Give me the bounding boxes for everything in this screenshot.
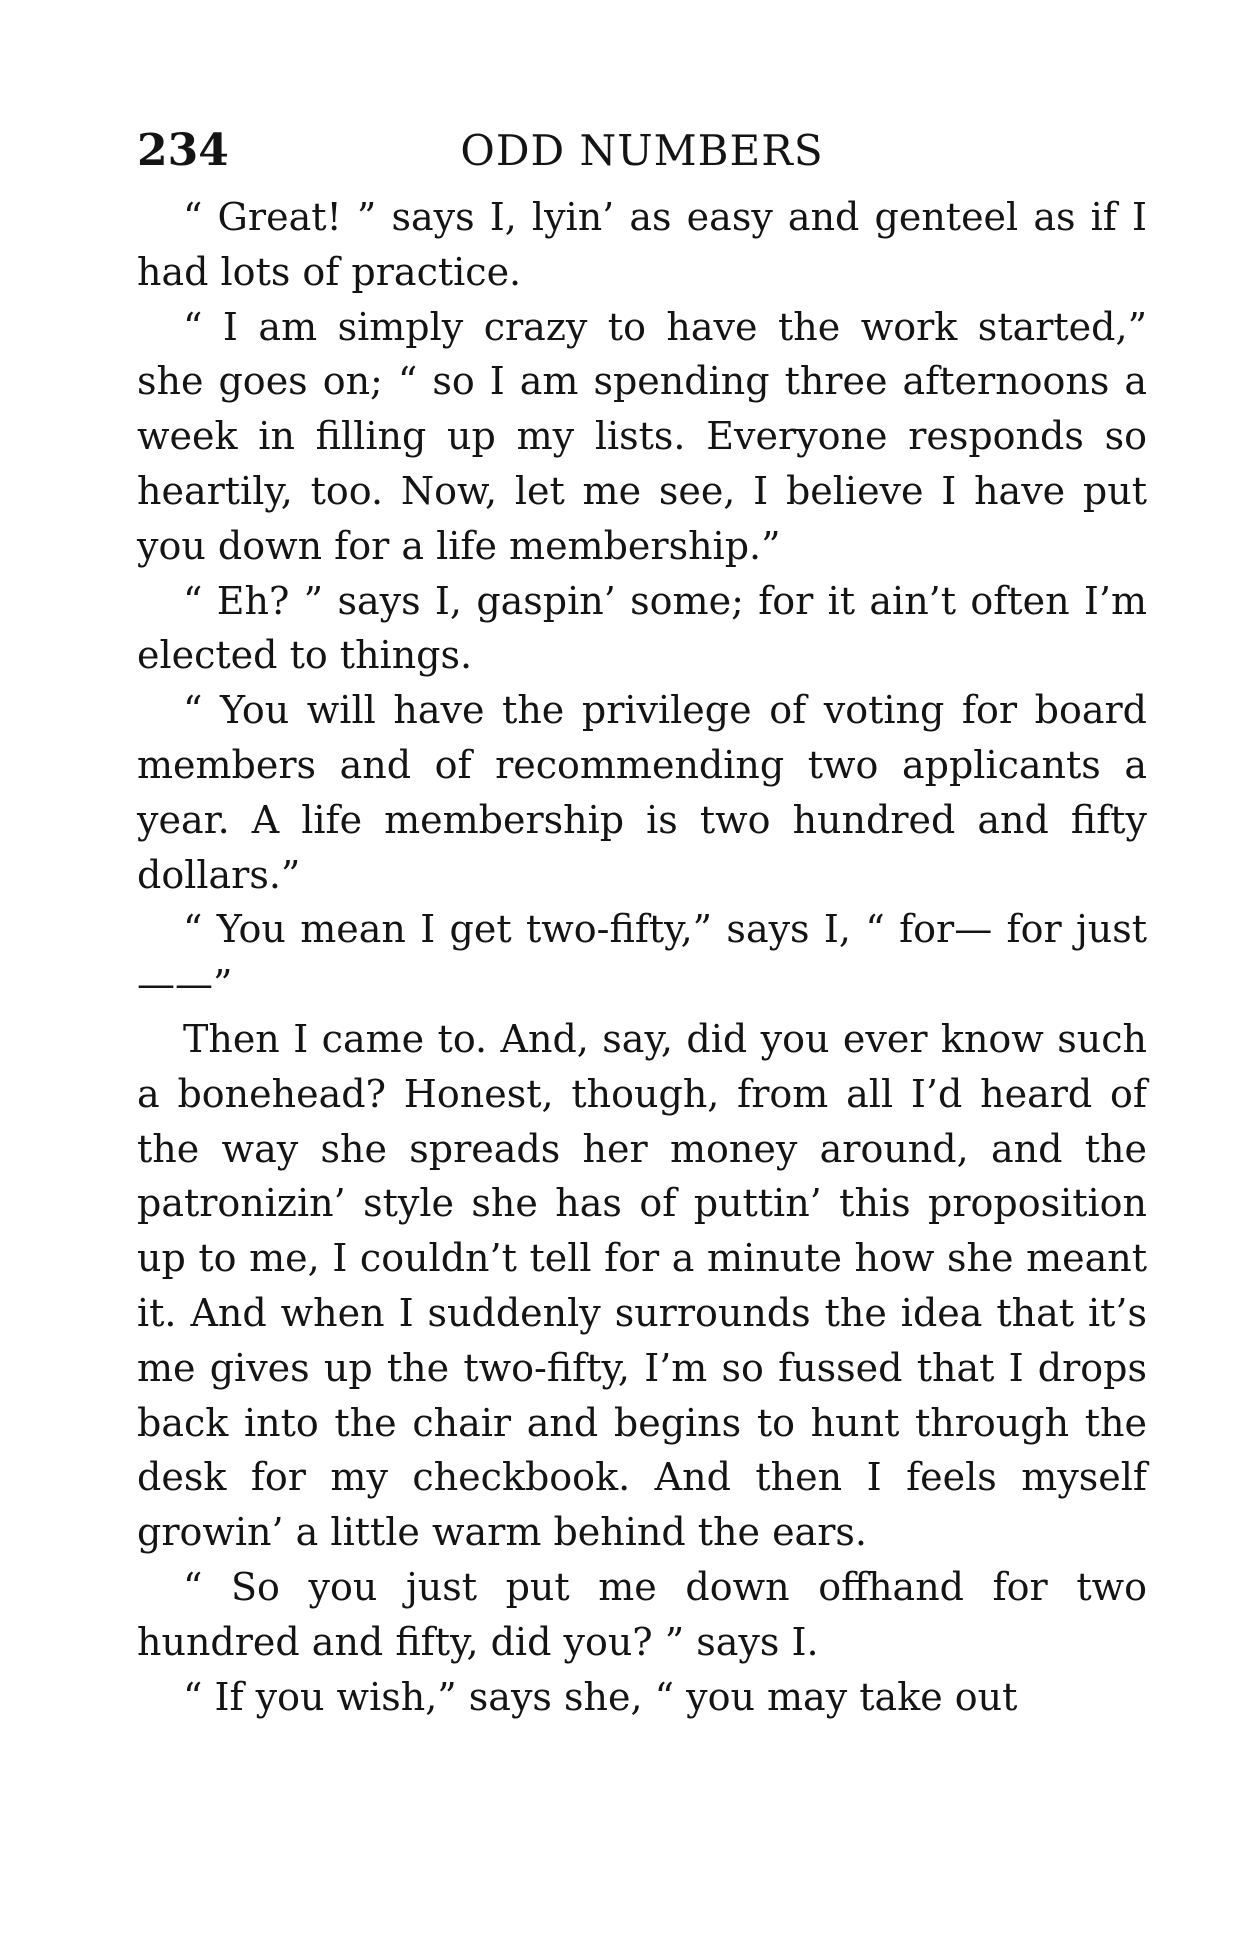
paragraph: “ You will have the privilege of voting for board members and of recommending two applicants a year. A life membership is two hundred and fifty dollars.” (137, 688, 1147, 897)
book-page (137, 120, 1147, 1724)
paragraph: “ You mean I get two-fifty,” says I, “ for— for just——” (137, 907, 1147, 1007)
paragraph: “ Great! ” says I, lyin’ as easy and genteel as if I had lots of practice. (137, 195, 1147, 294)
paragraph: Then I came to. And, say, did you ever know such a bonehead? Honest, though, from all I’d heard of the way she spreads her money around, and the patronizin’ style she has of puttin’ this proposition up to me, I couldn’t tell for a minute how she meant it. And when I suddenly surrounds the idea that it’s me gives up the two-fifty, I’m so fussed that I drops back into the chair and begins to hunt through the desk for my checkbook. And then I feels myself growin’ a little warm behind the ears. (137, 1016, 1147, 1555)
paragraph: “ So you just put me down offhand for two hundred and fifty, did you? ” says I. (137, 1564, 1147, 1664)
body-text (137, 190, 1147, 1724)
running-title: ODD NUMBERS (460, 126, 824, 175)
paragraph: “ If you wish,” says she, “ you may take out (183, 1674, 1018, 1719)
page-number: 234 (137, 125, 229, 176)
paragraph: “ Eh? ” says I, gaspin’ some; for it ain’t often I’m elected to things. (137, 578, 1147, 678)
paragraph: “ I am simply crazy to have the work started,” she goes on; “ so I am spending three afternoons a week in filling up my lists. Everyone responds so heartily, too. Now, let me see, I believe I have put you down for a life membership.” (137, 304, 1147, 568)
page-header (137, 120, 1147, 182)
